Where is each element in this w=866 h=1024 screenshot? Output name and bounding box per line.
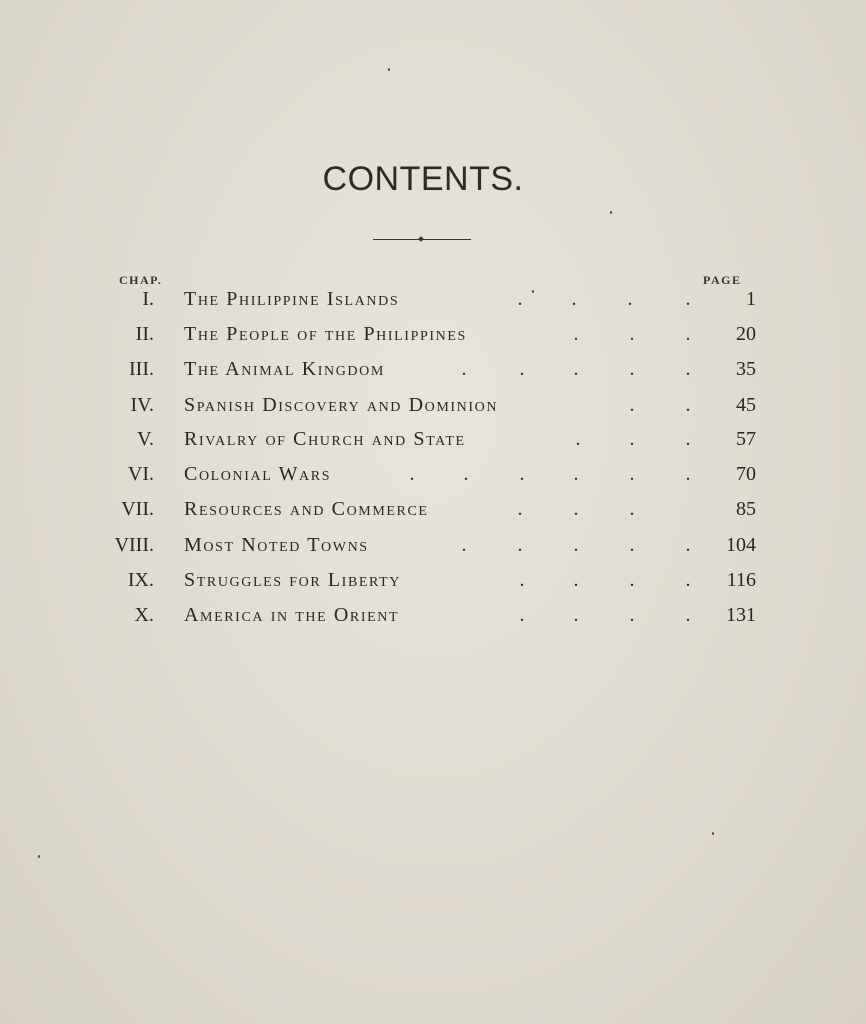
paper-speck [712, 832, 714, 835]
dot-leader: . . . . . . [409, 463, 691, 485]
chap-column-header: CHAP. [119, 273, 163, 287]
chapter-page-number: 57 [736, 428, 756, 450]
chapter-number: X. [134, 604, 154, 626]
toc-row-7[interactable] [0, 498, 866, 528]
chapter-title: Struggles for Liberty [184, 569, 401, 591]
chapter-number: IV. [130, 394, 154, 416]
toc-row-10[interactable] [0, 604, 866, 634]
toc-row-5[interactable] [0, 428, 866, 458]
dot-leader: . . . . [519, 604, 691, 626]
chapter-title: The Philippine Islands [184, 288, 400, 310]
chapter-title: America in the Orient [184, 604, 400, 626]
chapter-page-number: 70 [736, 463, 756, 485]
dot-leader: . . . [517, 498, 635, 520]
title-ornament-rule [373, 237, 471, 242]
dot-leader: . . . [575, 428, 691, 450]
paper-speck [532, 290, 534, 293]
chapter-page-number: 1 [746, 288, 756, 310]
chapter-number: V. [137, 428, 154, 450]
dot-leader: . . . . . [461, 534, 691, 556]
chapter-number: VII. [121, 498, 154, 520]
toc-row-1[interactable] [0, 288, 866, 318]
toc-row-4[interactable] [0, 394, 866, 424]
chapter-page-number: 45 [736, 394, 756, 416]
chapter-title: Colonial Wars [184, 463, 332, 485]
chapter-title: Rivalry of Church and State [184, 428, 466, 450]
paper-speck [38, 855, 40, 858]
chapter-title: Most Noted Towns [184, 534, 369, 556]
chapter-number: III. [129, 358, 154, 380]
toc-row-8[interactable] [0, 534, 866, 564]
chapter-page-number: 116 [726, 569, 756, 591]
chapter-title: The People of the Philippines [184, 323, 467, 345]
chapter-title: Resources and Commerce [184, 498, 429, 520]
page-column-header: PAGE [703, 273, 742, 287]
chapter-page-number: 35 [736, 358, 756, 380]
chapter-number: VIII. [114, 534, 154, 556]
toc-row-9[interactable] [0, 569, 866, 599]
ornament-diamond-icon [418, 236, 424, 242]
toc-row-3[interactable] [0, 358, 866, 388]
paper-speck [388, 68, 390, 71]
chapter-title: The Animal Kingdom [184, 358, 385, 380]
dot-leader: . . [629, 394, 691, 416]
dot-leader: . . . . [517, 288, 691, 310]
chapter-page-number: 20 [736, 323, 756, 345]
dot-leader: . . . . [519, 569, 691, 591]
chapter-number: IX. [127, 569, 154, 591]
chapter-page-number: 131 [726, 604, 756, 626]
chapter-number: I. [142, 288, 154, 310]
chapter-number: VI. [127, 463, 154, 485]
chapter-page-number: 104 [726, 534, 756, 556]
chapter-page-number: 85 [736, 498, 756, 520]
dot-leader: . . . [573, 323, 691, 345]
dot-leader: . . . . . [461, 358, 691, 380]
page-title: CONTENTS. [322, 160, 524, 198]
paper-speck [610, 211, 612, 214]
toc-row-2[interactable] [0, 323, 866, 353]
toc-row-6[interactable] [0, 463, 866, 493]
chapter-title: Spanish Discovery and Dominion [184, 394, 499, 416]
chapter-number: II. [135, 323, 154, 345]
